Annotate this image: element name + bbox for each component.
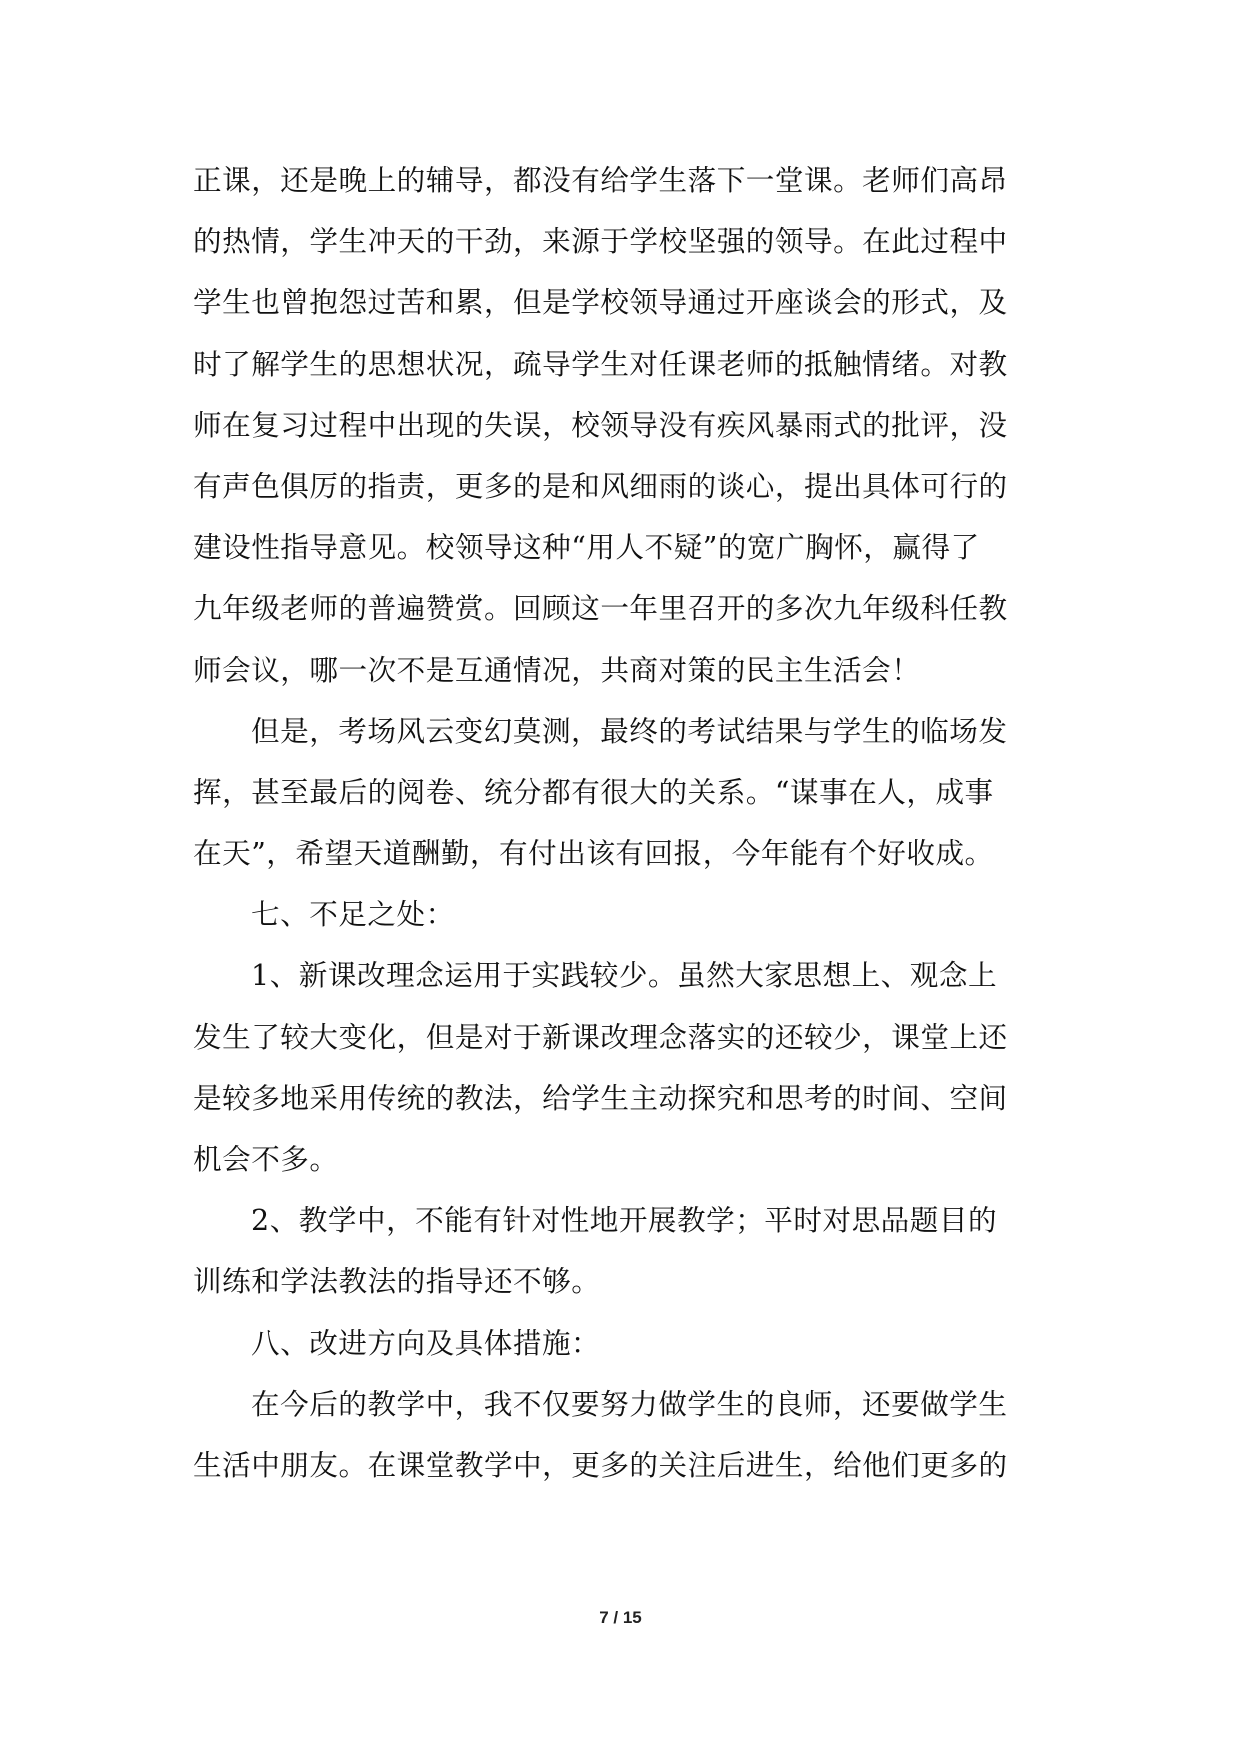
text-line: 正课，还是晚上的辅导，都没有给学生落下一堂课。老师们高昂 [193, 163, 1008, 197]
text-line: 建设性指导意见。校领导这种“用人不疑”的宽广胸怀，赢得了 [193, 530, 980, 565]
text-line: 七、不足之处： [251, 897, 455, 932]
text-line: 机会不多。 [193, 1142, 339, 1176]
text-line: 学生也曾抱怨过苦和累，但是学校领导通过开座谈会的形式，及 [193, 285, 1008, 320]
text-line: 师在复习过程中出现的失误，校领导没有疾风暴雨式的批评，没 [193, 407, 1008, 442]
text-line: 在今后的教学中，我不仅要努力做学生的良师，还要做学生 [251, 1386, 1008, 1421]
text-line: 发生了较大变化，但是对于新课改理念落实的还较少，课堂上还 [193, 1019, 1008, 1054]
text-line: 是较多地采用传统的教法，给学生主动探究和思考的时间、空间 [193, 1080, 1008, 1115]
text-line: 挥，甚至最后的阅卷、统分都有很大的关系。“谋事在人，成事 [193, 774, 994, 809]
text-line: 八、改进方向及具体措施： [251, 1325, 601, 1360]
text-line: 训练和学法教法的指导还不够。 [193, 1264, 601, 1299]
page-number: 7 / 15 [599, 1608, 642, 1627]
text-line: 2、教学中，不能有针对性地开展教学；平时对思品题目的 [251, 1203, 998, 1238]
text-line: 有声色俱厉的指责，更多的是和风细雨的谈心，提出具体可行的 [193, 468, 1008, 503]
text-line: 师会议，哪一次不是互通情况，共商对策的民主生活会！ [193, 652, 921, 687]
text-line: 1、新课改理念运用于实践较少。虽然大家思想上、观念上 [251, 958, 998, 993]
body-text [193, 150, 1053, 1496]
text-line: 的热情，学生冲天的干劲，来源于学校坚强的领导。在此过程中 [193, 224, 1008, 259]
text-line: 但是，考场风云变幻莫测，最终的考试结果与学生的临场发 [251, 713, 1008, 748]
text-line: 生活中朋友。在课堂教学中，更多的关注后进生，给他们更多的 [193, 1447, 1008, 1482]
text-line: 在天”，希望天道酬勤，有付出该有回报，今年能有个好收成。 [193, 836, 994, 871]
text-line: 时了解学生的思想状况，疏导学生对任课老师的抵触情绪。对教 [193, 346, 1008, 381]
text-line: 九年级老师的普遍赞赏。回顾这一年里召开的多次九年级科任教 [193, 591, 1008, 626]
